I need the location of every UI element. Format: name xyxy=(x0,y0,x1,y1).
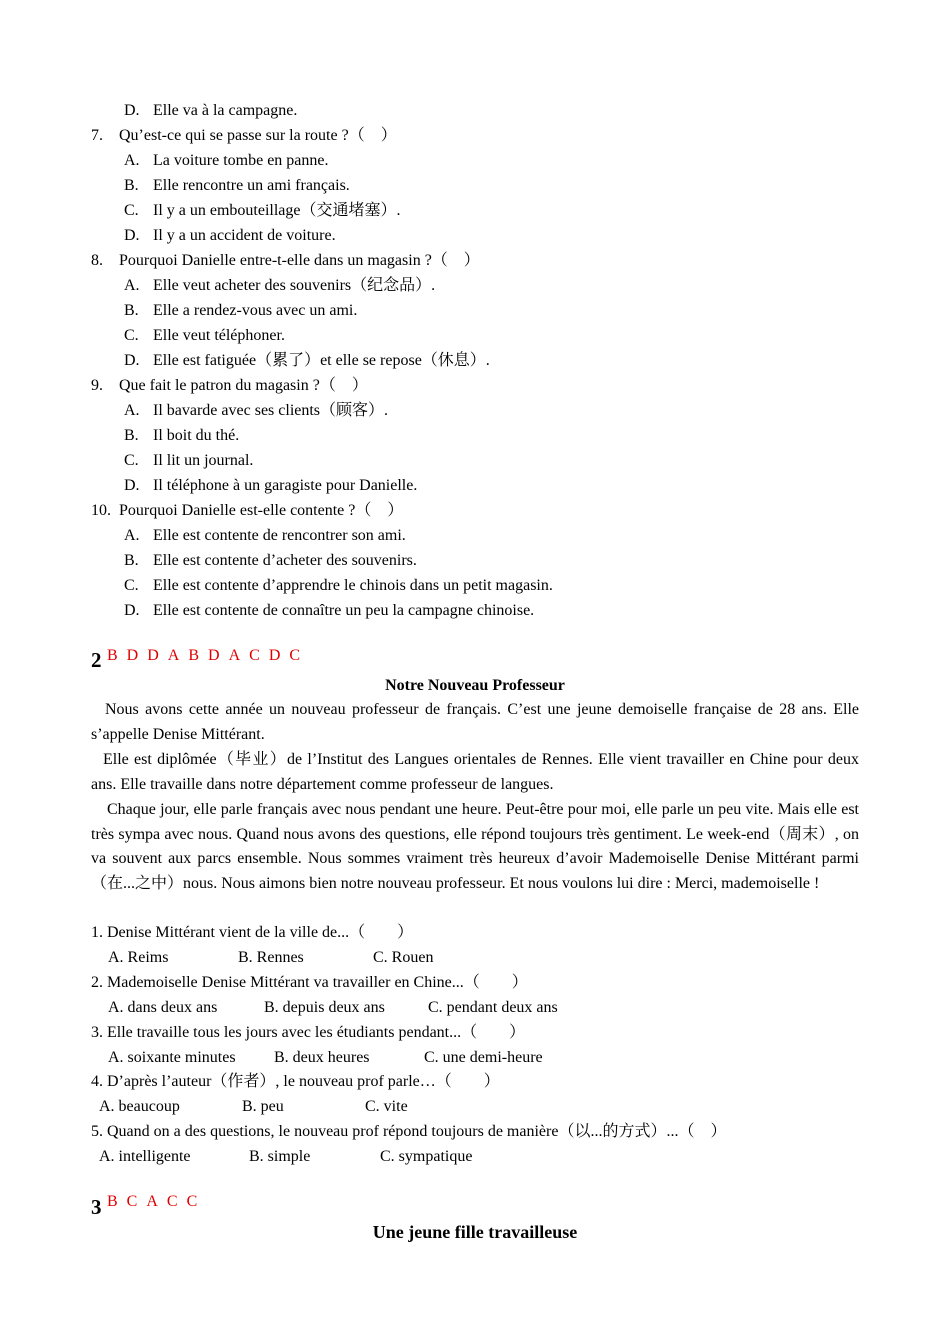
option-line xyxy=(124,101,297,121)
section-number: 3 xyxy=(91,1195,102,1219)
option-line xyxy=(124,551,417,571)
paragraph xyxy=(91,748,859,798)
mc-option: C. une demi-heure xyxy=(424,1049,543,1066)
option-text: Elle a rendez-vous avec un ami. xyxy=(153,302,358,319)
mc-option: C. vite xyxy=(365,1098,408,1115)
question-line: 5. Quand on a des questions, le nouveau prof répond toujours de manière（以...的方式）...（ ） xyxy=(91,1123,727,1140)
paragraph-text: Nous avons cette année un nouveau professeur de français. C’est une jeune demoiselle française de 28 ans. Elle s’appelle Denise Mittérant. xyxy=(91,701,859,743)
option-text: Elle est contente d’acheter des souvenirs. xyxy=(153,552,417,569)
option-letter: B. xyxy=(124,177,139,194)
option-letter: B. xyxy=(124,427,139,444)
option-text: Elle veut téléphoner. xyxy=(153,327,285,344)
question-9 xyxy=(91,376,368,396)
option-line xyxy=(124,201,401,221)
mc-option: B. depuis deux ans xyxy=(264,999,385,1016)
answer: C xyxy=(126,1193,138,1210)
option-letter: C. xyxy=(124,452,139,469)
option-line xyxy=(124,151,329,171)
option-letter: D. xyxy=(124,102,140,119)
option-line xyxy=(124,451,253,471)
option-line xyxy=(124,526,406,546)
paragraph-text: Elle est diplômée（毕业）de l’Institut des Langues orientales de Rennes. Elle vient travailler en Chine pour deux ans. Elle travaille dans notre département comme professeur de langues. xyxy=(91,750,859,793)
option-line xyxy=(124,226,336,246)
question-line: 3. Elle travaille tous les jours avec les étudiants pendant...（ ） xyxy=(91,1024,526,1041)
mc-option: C. pendant deux ans xyxy=(428,999,558,1016)
question-number: 9. xyxy=(91,377,103,394)
question-line: 1. Denise Mittérant vient de la ville de...（ ） xyxy=(91,924,414,941)
option-letter: D. xyxy=(124,227,140,244)
option-letter: C. xyxy=(124,327,139,344)
answer: B xyxy=(107,1193,118,1210)
option-text: Il lit un journal. xyxy=(153,452,254,469)
question-text: Que fait le patron du magasin ?（ ） xyxy=(119,377,368,394)
question-line: 2. Mademoiselle Denise Mittérant va travailler en Chine...（ ） xyxy=(91,974,528,991)
option-letter: C. xyxy=(124,577,139,594)
mc-option: B. peu xyxy=(242,1098,284,1115)
option-letter: D. xyxy=(124,352,140,369)
option-letter: C. xyxy=(124,202,139,219)
mc-option: C. sympatique xyxy=(380,1148,473,1165)
option-line xyxy=(124,476,417,496)
section-title: Une jeune fille travailleuse xyxy=(372,1222,578,1242)
mc-option: B. Rennes xyxy=(238,949,304,966)
option-line xyxy=(124,401,388,421)
question-10 xyxy=(91,501,403,521)
option-text: Il bavarde avec ses clients（顾客）. xyxy=(153,402,389,419)
option-text: Il y a un embouteillage（交通堵塞）. xyxy=(153,202,401,219)
mc-option: A. intelligente xyxy=(99,1148,191,1165)
mc-option: C. Rouen xyxy=(373,949,434,966)
mc-option: B. simple xyxy=(249,1148,311,1165)
option-text: Elle rencontre un ami français. xyxy=(153,177,350,194)
answer: B xyxy=(107,647,118,664)
answer: D xyxy=(126,647,139,664)
answer: B xyxy=(188,647,200,664)
question-8 xyxy=(91,251,480,271)
question-text: Pourquoi Danielle entre-t-elle dans un magasin ?（ ） xyxy=(119,252,480,269)
option-letter: B. xyxy=(124,302,139,319)
passage xyxy=(91,698,859,897)
option-text: Elle est contente de connaître un peu la campagne chinoise. xyxy=(153,602,535,619)
option-text: Elle est fatiguée（累了）et elle se repose（休息）. xyxy=(153,352,490,369)
option-text: Elle est contente de rencontrer son ami. xyxy=(153,527,406,544)
option-letter: B. xyxy=(124,552,139,569)
answer-key xyxy=(91,626,309,664)
answer: A xyxy=(167,647,180,664)
question-number: 8. xyxy=(91,252,103,269)
question-text: Qu’est-ce qui se passe sur la route ?（ ） xyxy=(119,127,397,144)
option-letter: D. xyxy=(124,602,140,619)
option-text: Elle est contente d’apprendre le chinois dans un petit magasin. xyxy=(153,577,553,594)
answer: A xyxy=(146,1193,158,1210)
answer: C xyxy=(249,647,260,664)
option-letter: D. xyxy=(124,477,140,494)
mc-option: B. deux heures xyxy=(274,1049,370,1066)
answer: D xyxy=(268,647,281,664)
option-line xyxy=(124,601,534,621)
option-line xyxy=(124,276,435,296)
option-line xyxy=(124,426,239,446)
answer: C xyxy=(289,647,301,664)
option-text: Elle veut acheter des souvenirs（纪念品）. xyxy=(153,277,436,294)
option-line xyxy=(124,301,357,321)
answer: C xyxy=(166,1193,178,1210)
option-letter: A. xyxy=(124,527,140,544)
mc-option: A. Reims xyxy=(108,949,169,966)
option-line xyxy=(124,576,553,596)
paragraph xyxy=(91,798,859,898)
option-text: Il y a un accident de voiture. xyxy=(153,227,336,244)
option-text: La voiture tombe en panne. xyxy=(153,152,329,169)
answer: A xyxy=(228,647,241,664)
answer: D xyxy=(147,647,159,664)
paragraph xyxy=(91,698,859,748)
paragraph-text: Chaque jour, elle parle français avec nous pendant une heure. Peut-être pour moi, elle parle un peu vite. Mais elle est très sympa avec nous. Quand nous avons des questions, elle répond toujours très gentiment. Le week-end（周末）, on va souvent aux parcs ensemble. Nous sommes vraiment très heureux d’avoir Mademoiselle Denise Mittérant parmi（在...之中）nous. Nous aimons bien notre nouveau professeur. Et nous voulons lui dire : Merci, mademoiselle ! xyxy=(91,800,859,893)
section-title: Notre Nouveau Professeur xyxy=(385,677,565,694)
question-7 xyxy=(91,126,397,146)
option-letter: A. xyxy=(124,402,140,419)
option-letter: A. xyxy=(124,152,140,169)
section-number: 2 xyxy=(91,648,102,672)
option-text: Elle va à la campagne. xyxy=(153,102,298,119)
question-line: 4. D’après l’auteur（作者）, le nouveau prof parle…（ ） xyxy=(91,1073,500,1090)
answer: C xyxy=(186,1193,198,1210)
mc-option: A. dans deux ans xyxy=(108,999,218,1016)
option-text: Il boit du thé. xyxy=(153,427,240,444)
option-letter: A. xyxy=(124,277,140,294)
question-text: Pourquoi Danielle est-elle contente ?（ ） xyxy=(119,502,404,519)
question-number: 7. xyxy=(91,127,103,144)
question-number: 10. xyxy=(91,502,111,519)
answer-key xyxy=(91,1172,206,1210)
option-text: Il téléphone à un garagiste pour Danielle. xyxy=(153,477,418,494)
option-line xyxy=(124,176,350,196)
option-line xyxy=(124,326,285,346)
option-line xyxy=(124,351,490,371)
mc-option: A. soixante minutes xyxy=(108,1049,236,1066)
answer: D xyxy=(208,647,220,664)
mc-option: A. beaucoup xyxy=(99,1098,180,1115)
